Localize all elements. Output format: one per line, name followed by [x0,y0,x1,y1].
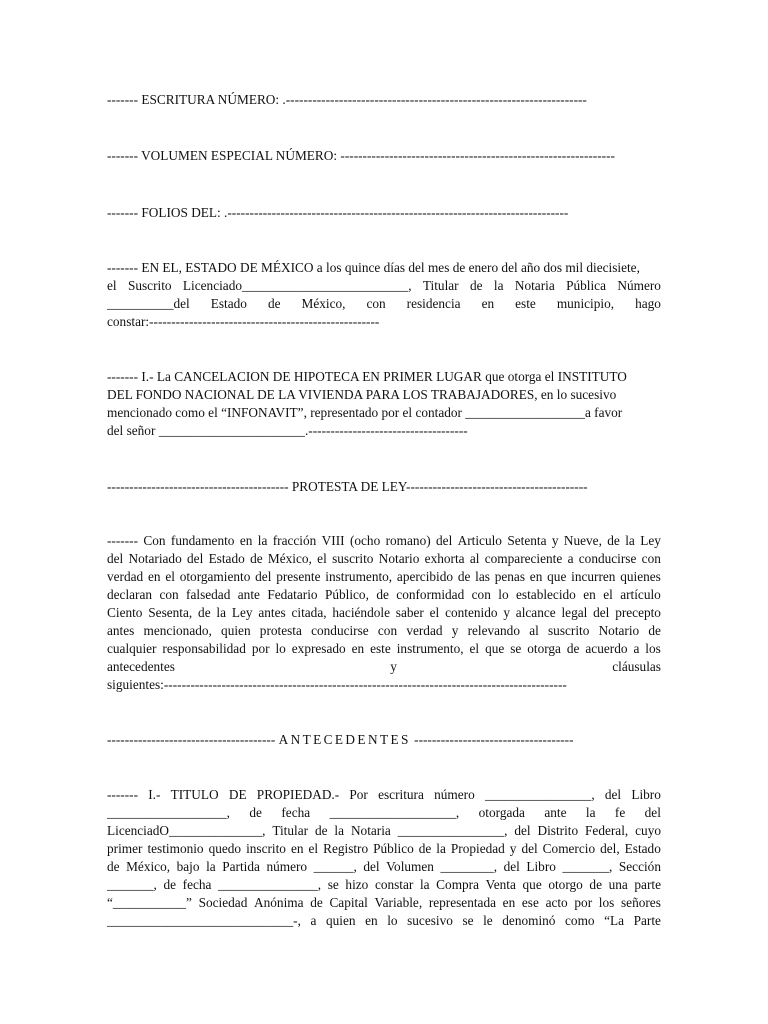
word: ante [237,587,260,602]
word: de [566,641,580,656]
folios-line: ------- FOLIOS DEL: .----------------------------------------------------------------------------- [107,205,569,220]
word: fecha [182,877,212,892]
word: del [363,859,380,874]
antecedentes-title: ANTECEDENTES [278,732,411,747]
titulo-line-6 [107,876,661,894]
word: ______, [313,859,357,874]
word: saber [395,605,424,620]
infonavit-name: DEL FONDO NACIONAL DE LA VIVIENDA PARA LOS TRABAJADORES, [107,387,538,402]
word: la [257,533,268,548]
word: en [351,641,365,656]
word: Comercio [542,841,596,856]
word: “La [604,913,625,928]
word: _______________, [218,877,322,892]
word: Setenta [507,533,547,548]
word: la [216,605,227,620]
word: que [547,569,567,584]
word: Propiedad [450,841,505,856]
word: quien [221,623,251,638]
word: antecedentes [107,659,175,674]
word: Suscrito [127,278,172,293]
protesta-line-7 [107,640,661,658]
titulo-line-3 [107,822,661,840]
word: primer [107,841,143,856]
cancelacion-title: CANCELACION DE HIPOTECA EN PRIMER LUGAR [174,369,482,384]
word: LicenciadO______________, [107,823,266,838]
word: verdad [406,623,443,638]
volumen-especial-line: ------- VOLUMEN ESPECIAL NÚMERO: -------------------------------------------------------------- [107,148,615,163]
titulo-line-4 [107,840,661,858]
word: fundamento [170,533,235,548]
word: __________del [107,296,190,311]
word: del [255,569,272,584]
intro-line-3 [107,295,661,313]
word: con [159,587,179,602]
word: de [249,805,262,820]
word: la [334,823,345,838]
word: de [469,278,483,293]
word: conducirse [578,551,637,566]
word: al [529,623,539,638]
word: por [574,895,593,910]
word: Variable, [374,895,423,910]
word: denominó [502,913,556,928]
protesta-line-6 [107,622,661,640]
word: del [436,533,453,548]
antecedentes-heading [107,731,661,749]
word: y [509,841,517,856]
word: Pública [566,278,606,293]
word: mencionado, [143,623,212,638]
word: del [521,841,538,856]
word: verdad [107,569,144,584]
word: del [107,551,124,566]
protesta-line-1 [107,532,661,550]
word: protesta [259,623,302,638]
word: DE [228,787,247,802]
word: número [434,787,475,802]
section-one-rest-1: que otorga el INSTITUTO [481,369,627,384]
word: le [483,913,493,928]
word: __________________, [107,805,230,820]
word: en [147,569,161,584]
word: en [583,587,596,602]
word: la [436,841,446,856]
word: presente [276,569,321,584]
word: el [603,587,613,602]
word: a [633,641,640,656]
word: de [376,587,389,602]
word: y [551,533,559,548]
word: parte [634,877,661,892]
word: de [418,841,432,856]
word: PROPIEDAD.- [256,787,340,802]
word: conducirse [311,623,369,638]
word: con [641,551,661,566]
word: establecido [516,587,576,602]
word: quien [325,913,356,928]
section-one-line-1 [107,368,661,386]
intro-date: a los quince días del mes de enero del año dos mil diecisiete, [313,260,640,275]
titulo-line-8 [107,912,661,930]
word: ________________, [397,823,508,838]
word: Ley [231,605,253,620]
word: al [469,551,480,566]
word: de [457,569,471,584]
word: Licenciado_________________________, [182,278,412,293]
word: este [370,641,391,656]
word: fracción [272,533,317,548]
word: Notariado [128,551,182,566]
word: representada [428,895,496,910]
word: apercibido [396,569,454,584]
word: inscrito [246,841,286,856]
word: ___________________, [329,805,460,820]
word: México, [126,859,171,874]
protesta-line-2 [107,550,661,568]
word: de [198,605,211,620]
word: Venta [485,877,516,892]
word: alcance [515,605,556,620]
word: Libro [526,859,556,874]
antecedentes-prefix: -------------------------------------- [107,732,279,747]
word: instrumento, [396,641,464,656]
word: Notario [598,623,640,638]
word: con [366,296,386,311]
word: Fedatario [267,587,318,602]
word: del [514,823,531,838]
word: Anónima [254,895,304,910]
word: cualquier [107,641,157,656]
word: a [310,913,317,928]
word: artículo [620,587,661,602]
word: Sección [618,859,661,874]
word: ------- [107,787,138,802]
word: los [598,895,615,910]
word: del, [600,841,620,856]
word: México, [267,551,312,566]
word: y [390,659,397,674]
protesta-last-line: siguientes:------------------------------------------------------------------------------------------- [107,677,567,692]
word: ------- [107,533,138,548]
word: de [107,859,120,874]
word: el [308,841,319,856]
word: _______, [107,877,157,892]
word: de [314,823,328,838]
word: hizo [345,877,369,892]
section-one-rest-2: en lo sucesivo [537,387,617,402]
word: una [608,877,628,892]
word: quedo [208,841,242,856]
word: se [510,641,522,656]
word: Ciento [107,605,143,620]
word: en [481,296,495,311]
word: y [503,605,510,620]
word: Titular [422,278,459,293]
word: del [644,805,661,820]
word: ________, [440,859,498,874]
word: legal [561,605,588,620]
word: precepto [615,605,661,620]
word: ante [544,805,567,820]
word: _______, [562,859,613,874]
protesta-line-8 [107,658,661,676]
word: la [419,877,430,892]
word: TITULO [170,787,219,802]
word: otorga [527,641,561,656]
word: VIII [321,533,345,548]
word: Libro [631,787,661,802]
word: las [475,569,490,584]
word: constar [374,877,414,892]
word: número [266,859,308,874]
word: Capital [329,895,368,910]
word: Estado [208,551,245,566]
word: I.- [148,787,161,802]
word: fecha [281,805,311,820]
word: conformidad [396,587,465,602]
word: suscrito [548,623,590,638]
word: con [377,623,398,638]
word: la [625,533,635,548]
protesta-line-4 [107,586,661,604]
word: el [107,278,117,293]
word: quienes [620,569,661,584]
word: de [163,877,177,892]
titulo-line-2 [107,804,661,822]
word: Compra [436,877,480,892]
word: y [451,623,459,638]
word: Número [617,278,661,293]
titulo-line-5 [107,858,661,876]
word: lo [275,641,286,656]
word: acto [545,895,568,910]
section-one-prefix: ------- I.- La [107,369,175,384]
word: la [206,859,216,874]
word: a [567,551,574,566]
word: Articulo [457,533,502,548]
word: de [607,533,620,548]
word: declaran [107,587,153,602]
word: ________________, [484,787,595,802]
word: los [645,641,661,656]
word: del [187,551,204,566]
word: de [267,296,281,311]
word: Parte [633,913,661,928]
intro-prefix: ------- [107,260,142,275]
word: del [503,859,520,874]
word: del [604,787,622,802]
word: penas [494,569,526,584]
protesta-heading: ----------------------------------------- PROTESTA DE LEY----------------------------------------- [107,479,588,494]
word: cuyo [635,823,661,838]
word: lo [498,587,509,602]
word: Notaria [514,278,555,293]
word: este [515,296,536,311]
word: Federal, [585,823,629,838]
word: Volumen [386,859,434,874]
word: en [239,533,253,548]
intro-place: EN EL, ESTADO DE MÉXICO [141,260,314,275]
word: municipio, [556,296,615,311]
intro-line-2 [107,277,661,295]
word: (ocho [349,533,381,548]
word: exhorta [424,551,465,566]
word: con [471,587,491,602]
word: Por [349,787,368,802]
word: en [365,913,378,928]
word: del [593,605,610,620]
word: de [589,877,602,892]
word: se [327,877,339,892]
word: de [648,623,661,638]
titulo-line-7 [107,894,661,912]
word: Estado [210,296,247,311]
section-one-line-2 [107,386,661,404]
word: Notario [378,551,420,566]
word: como [565,913,595,928]
word: Estado [624,841,661,856]
word: Notaria [350,823,391,838]
word: ese [521,895,539,910]
intro-line-1 [107,259,661,277]
word: incurren [571,569,616,584]
word: haciéndole [332,605,390,620]
protesta-line-3 [107,568,661,586]
word: romano) [385,533,431,548]
word: suscrito [332,551,374,566]
word: testimonio [147,841,204,856]
word: el [317,551,327,566]
word: antes [107,623,135,638]
word: hago [635,296,661,311]
word: en [502,895,516,910]
word: el [469,641,480,656]
word: se [462,913,474,928]
word: sucesivo [407,913,453,928]
word: Sesenta, [148,605,193,620]
intro-line-4: constar:---------------------------------------------------- [107,314,380,329]
word: de [310,895,323,910]
word: lo [387,913,398,928]
word: el [165,569,175,584]
word: compareciente [484,551,563,566]
word: por [251,641,270,656]
word: Público, [324,587,369,602]
word: relevando [467,623,520,638]
antecedentes-suffix: ------------------------------------ [410,732,574,747]
word: otorgada [478,805,525,820]
word: cláusulas [612,659,661,674]
word: Con [143,533,166,548]
section-one-line-4: del señor ______________________.------------------------------------ [107,423,468,438]
word: la [585,805,596,820]
word: fe [614,805,626,820]
word: en [290,841,304,856]
word: que [522,877,542,892]
word: Público [373,841,414,856]
word: residencia [406,296,461,311]
word: antes [258,605,286,620]
word: Registro [323,841,369,856]
word: responsabilidad [162,641,246,656]
word: citada, [291,605,327,620]
word: acuerdo [585,641,628,656]
section-one-line-3: mencionado como el “INFONAVIT”, representado por el contador __________________a favor [107,405,623,420]
word: el [429,605,440,620]
word: Titular [272,823,309,838]
word: ____________________________-, [107,913,301,928]
word: en [529,569,543,584]
word: que [485,641,505,656]
word: de [250,551,263,566]
word: Sociedad [198,895,248,910]
word: Ley [640,533,661,548]
word: otorgamiento [179,569,251,584]
word: México, [301,296,346,311]
word: contenido [445,605,498,620]
word: señores [621,895,661,910]
word: otorgo [548,877,583,892]
word: instrumento, [325,569,393,584]
word: Distrito [537,823,579,838]
word: escritura [378,787,424,802]
word: falsedad [186,587,231,602]
word: Partida [222,859,260,874]
titulo-line-1 [107,786,661,804]
escritura-numero-line: ------- ESCRITURA NÚMERO: .-------------------------------------------------------------------- [107,92,587,107]
word: la [493,278,504,293]
word: expresado [291,641,346,656]
protesta-line-5 [107,604,661,622]
word: bajo [176,859,200,874]
word: “___________” [107,895,192,910]
word: Nueve, [563,533,602,548]
